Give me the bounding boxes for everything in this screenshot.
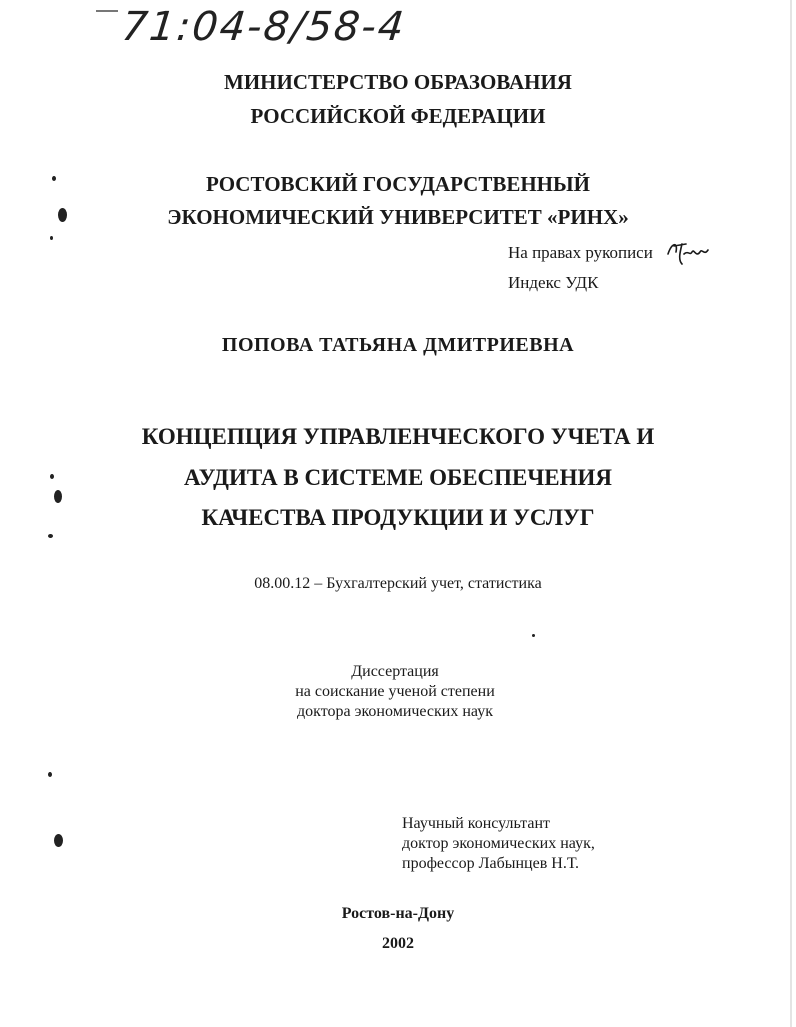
scan-speck [48, 772, 52, 777]
scan-speck [48, 534, 53, 538]
author-name: ПОПОВА ТАТЬЯНА ДМИТРИЕВНА [221, 334, 575, 356]
ministry-line-1: МИНИСТЕРСТВО ОБРАЗОВАНИЯ [224, 70, 572, 94]
year: 2002 [382, 935, 414, 952]
dissertation-line-1: Диссертация [351, 663, 439, 680]
university-line-2: ЭКОНОМИЧЕСКИЙ УНИВЕРСИТЕТ «РИНХ» [167, 205, 629, 229]
consultant-line-2: доктор экономических наук, [402, 835, 595, 852]
scan-speck [58, 208, 67, 222]
scan-speck [54, 490, 62, 503]
consultant-line-1: Научный консультант [402, 815, 550, 832]
specialty-code: 08.00.12 – Бухгалтерский учет, статистика [254, 575, 542, 592]
ministry-line-2: РОССИЙСКОЙ ФЕДЕРАЦИИ [250, 104, 546, 128]
title-line-3: КАЧЕСТВА ПРОДУКЦИИ И УСЛУГ [201, 505, 595, 530]
scan-speck [532, 634, 535, 637]
title-line-1: КОНЦЕПЦИЯ УПРАВЛЕНЧЕСКОГО УЧЕТА И [141, 424, 655, 449]
scan-speck [50, 474, 54, 479]
consultant-line-3: профессор Лабынцев Н.Т. [402, 855, 579, 872]
university-line-1: РОСТОВСКИЙ ГОСУДАРСТВЕННЫЙ [206, 172, 590, 196]
scan-speck [52, 176, 56, 181]
title-line-2: АУДИТА В СИСТЕМЕ ОБЕСПЕЧЕНИЯ [184, 465, 612, 490]
manuscript-rights-label: На правах рукописи [508, 243, 653, 262]
handwritten-mark [96, 10, 118, 12]
signature-icon [664, 238, 712, 268]
dissertation-line-3: доктора экономических наук [297, 703, 493, 720]
scan-speck [50, 236, 53, 240]
city: Ростов-на-Дону [341, 905, 455, 922]
scan-speck [54, 834, 63, 847]
handwritten-catalog-code: 71:04-8/58-4 [119, 4, 408, 50]
udc-index-label: Индекс УДК [508, 273, 599, 292]
dissertation-line-2: на соискание ученой степени [295, 683, 495, 700]
